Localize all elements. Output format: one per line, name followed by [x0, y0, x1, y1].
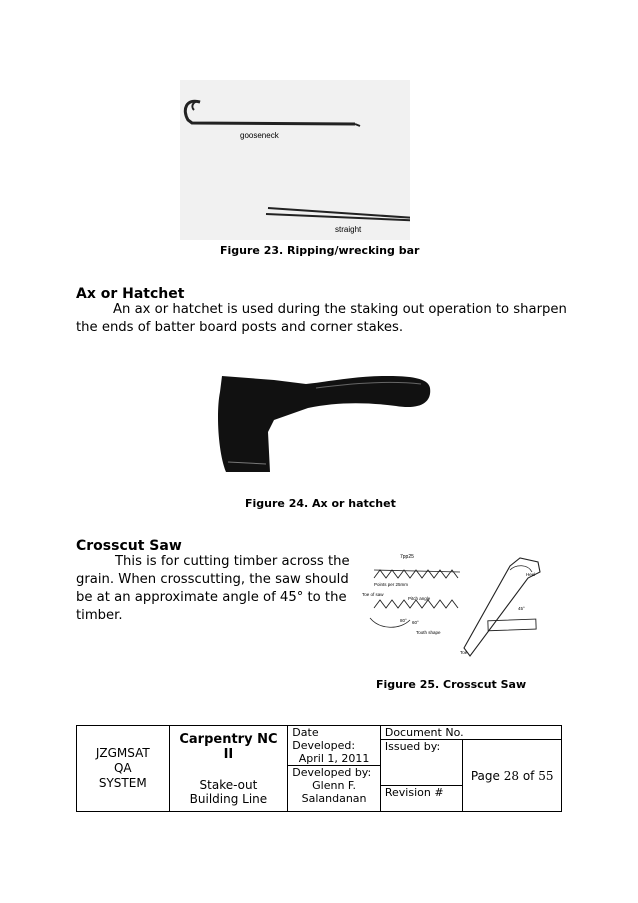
crosscut-saw-diagram: [360, 548, 565, 668]
figure-24-caption: Figure 24. Ax or hatchet: [245, 497, 396, 510]
page-of: of: [522, 768, 535, 783]
tooth-shape-label: Tooth shape: [416, 630, 441, 635]
developed-by-cell: [288, 766, 381, 812]
issued-by-label: Issued by:: [384, 740, 441, 753]
figure-25-image: [360, 548, 565, 668]
saw-paragraph-line1: This is for cutting timber across the: [115, 554, 350, 569]
ax-paragraph-line2: the ends of batter board posts and corner stakes.: [76, 320, 404, 335]
org-line3: SYSTEM: [98, 776, 147, 790]
revision-label: Revision #: [384, 786, 444, 799]
points-label: 7pp25: [400, 554, 414, 560]
document-no-label: Document No.: [384, 726, 464, 739]
gooseneck-label: gooseneck: [240, 131, 279, 140]
angle-80-label: 80°: [400, 618, 407, 623]
org-cell: [77, 726, 170, 812]
document-no-cell: [380, 726, 561, 740]
hatchet-drawing: [216, 372, 436, 474]
module-line2: Building Line: [189, 792, 268, 806]
date-label: Date: [292, 726, 319, 739]
org-line1: JZGMSAT: [95, 746, 150, 760]
wrecking-bar-drawing: [180, 80, 410, 240]
course-title-line1: Carpentry NC: [179, 732, 278, 747]
developer-name-line2: Salandanan: [301, 792, 367, 805]
saw-paragraph-line2: grain. When crosscutting, the saw should: [76, 572, 349, 587]
module-line1: Stake-out: [199, 778, 258, 792]
pitch-angle-label: Pitch angle: [408, 596, 431, 601]
saw-paragraph-line3: be at an approximate angle of 45° to the: [76, 590, 347, 605]
page-current: 28: [503, 768, 519, 783]
page-total: 55: [538, 768, 554, 783]
ax-paragraph-line1: An ax or hatchet is used during the staking out operation to sharpen: [113, 302, 567, 317]
toe-label: Toe: [460, 650, 468, 655]
developer-name-line1: Glenn F.: [312, 779, 356, 792]
page-word: Page: [470, 768, 500, 783]
angle-60-label: 60°: [412, 620, 419, 625]
saw-paragraph-line4: timber.: [76, 608, 123, 623]
developed-label: Developed:: [292, 739, 356, 752]
saw-heading: Crosscut Saw: [76, 538, 182, 554]
toe-of-saw-label: Toe of saw: [362, 592, 384, 597]
revision-cell: [380, 786, 463, 812]
figure-25-caption: Figure 25. Crosscut Saw: [376, 678, 527, 691]
issued-by-cell: [380, 740, 463, 786]
points-per-label: Points per 25mm: [374, 582, 409, 587]
date-cell: [288, 726, 381, 766]
heel-label: Heel: [526, 572, 536, 577]
page-number-cell: [463, 740, 562, 812]
ax-heading: Ax or Hatchet: [76, 286, 185, 302]
angle-45-label: 45°: [518, 606, 525, 611]
figure-24-image: [216, 372, 436, 474]
figure-23-image: [180, 80, 410, 240]
developed-by-label: Developed by:: [292, 766, 372, 779]
document-footer-table: [76, 725, 562, 812]
course-title-cell: [169, 726, 288, 812]
course-title-line2: II: [223, 747, 234, 762]
date-value: April 1, 2011: [298, 752, 370, 765]
org-line2: QA: [113, 761, 132, 775]
straight-label: straight: [335, 225, 362, 234]
figure-23-caption: Figure 23. Ripping/wrecking bar: [220, 244, 420, 257]
